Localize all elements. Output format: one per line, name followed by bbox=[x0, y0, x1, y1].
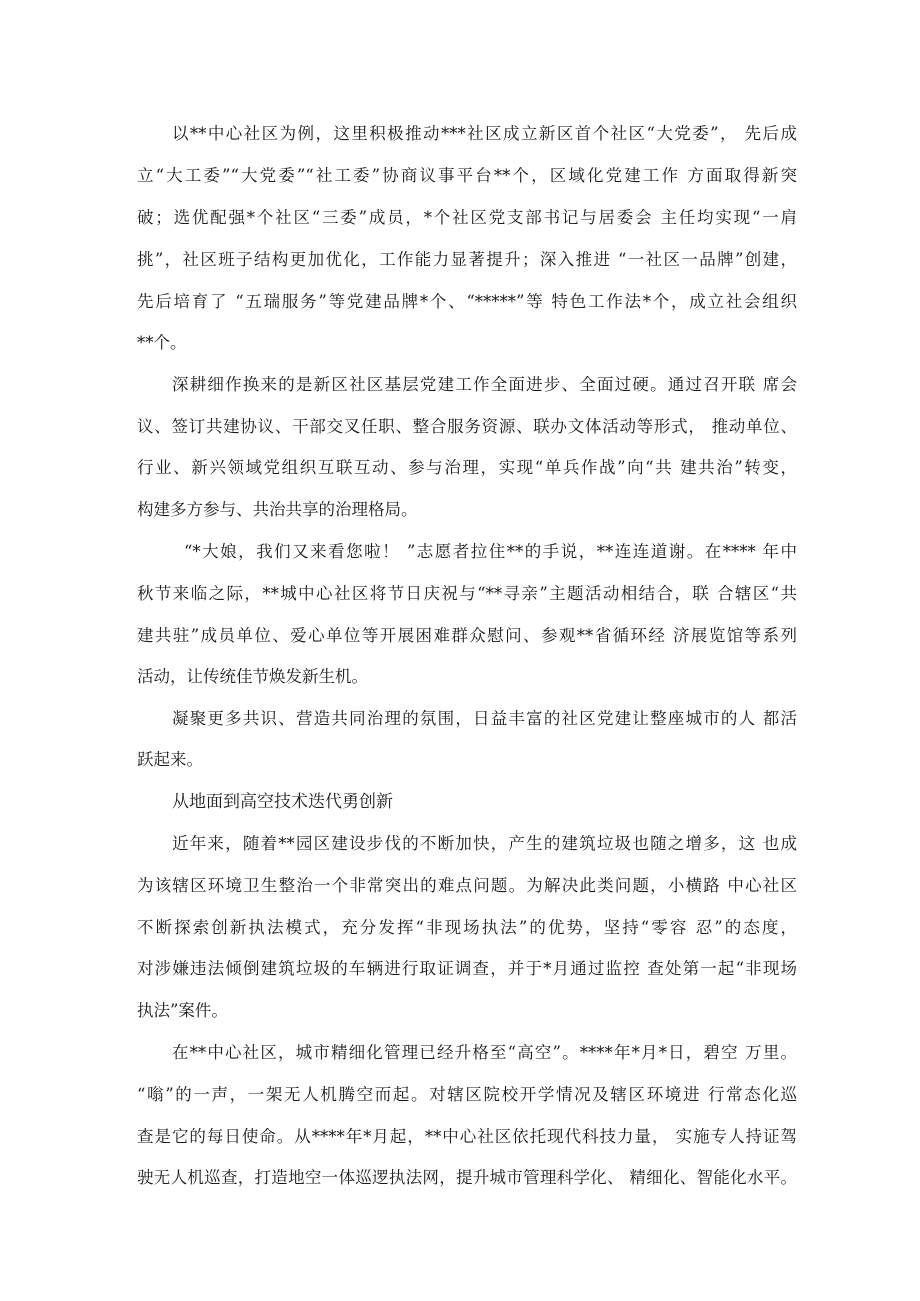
paragraph-5-line-2: 为该辖区环境卫生整治一个非常突出的难点问题。为解决此类问题，小横路 中心社区 bbox=[137, 876, 797, 895]
paragraph-1-line-5: 先后培育了 “五瑞服务”等党建品牌*个、“*****”等 特色工作法*个，成立社会组织 bbox=[137, 292, 797, 311]
paragraph-2-line-1: 深耕细作换来的是新区社区基层党建工作全面进步、全面过硬。通过召开联 席会 bbox=[172, 375, 797, 394]
paragraph-6-line-2: “嗡”的一声，一架无人机腾空而起。对辖区院校开学情况及辖区环境进 行常态化巡 bbox=[137, 1085, 797, 1104]
paragraph-1-line-1: 以**中心社区为例，这里积极推动***社区成立新区首个社区“大党委”， 先后成 bbox=[172, 124, 797, 143]
paragraph-6-line-3: 查是它的每日使命。从****年*月起，**中心社区依托现代科技力量， 实施专人持证驾 bbox=[137, 1127, 797, 1146]
paragraph-1-line-6: **个。 bbox=[137, 333, 187, 352]
paragraph-3-line-2: 秋节来临之际，**城中心社区将节日庆祝与“**寻亲”主题活动相结合，联 合辖区“共 bbox=[137, 584, 797, 603]
paragraph-2-line-4: 构建多方参与、共治共享的治理格局。 bbox=[137, 500, 418, 519]
paragraph-6-line-1: 在**中心社区，城市精细化管理已经升格至“高空”。****年*月*日，碧空 万里。 bbox=[172, 1043, 797, 1062]
paragraph-2-line-3: 行业、新兴领域党组织互联互动、参与治理，实现“单兵作战”向“共 建共治”转变， bbox=[137, 458, 797, 477]
paragraph-1-line-2: 立“大工委”“大党委”“社工委”协商议事平台**个，区域化党建工作 方面取得新突 bbox=[137, 166, 797, 185]
paragraph-1-line-3: 破；选优配强*个社区“三委”成员，*个社区党支部书记与居委会 主任均实现“一肩 bbox=[137, 208, 797, 227]
paragraph-1-line-4: 挑”，社区班子结构更加优化，工作能力显著提升；深入推进 “一社区一品牌”创建， bbox=[137, 250, 797, 269]
paragraph-5-line-3: 不断探索创新执法模式，充分发挥“非现场执法”的优势，坚持“零容 忍”的态度， bbox=[137, 918, 797, 937]
paragraph-5-line-1: 近年来，随着**园区建设步伐的不断加快，产生的建筑垃圾也随之增多，这 也成 bbox=[172, 834, 797, 853]
paragraph-4-line-2: 跃起来。 bbox=[137, 750, 203, 769]
paragraph-6-line-4: 驶无人机巡查，打造地空一体巡逻执法网，提升城市管理科学化、 精细化、智能化水平。 bbox=[137, 1168, 797, 1187]
section-heading: 从地面到高空技术迭代勇创新 bbox=[172, 792, 393, 812]
paragraph-3-line-3: 建共驻”成员单位、爱心单位等开展困难群众慰问、参观**省循环经 济展览馆等系列 bbox=[137, 626, 797, 645]
paragraph-4-line-1: 凝聚更多共识、营造共同治理的氛围，日益丰富的社区党建让整座城市的人 都活 bbox=[172, 709, 797, 728]
paragraph-3-line-4: 活动，让传统佳节焕发新生机。 bbox=[137, 667, 368, 686]
paragraph-3-line-1: “*大娘，我们又来看您啦！ ”志愿者拉住**的手说，**连连道谢。在**** 年中 bbox=[184, 542, 797, 561]
paragraph-2-line-2: 议、签订共建协议、干部交叉任职、整合服务资源、联办文体活动等形式， 推动单位、 bbox=[137, 417, 797, 436]
paragraph-5-line-4: 对涉嫌违法倾倒建筑垃圾的车辆进行取证调查，并于*月通过监控 查处第一起“非现场 bbox=[137, 959, 797, 978]
paragraph-5-line-5: 执法”案件。 bbox=[137, 1001, 228, 1020]
